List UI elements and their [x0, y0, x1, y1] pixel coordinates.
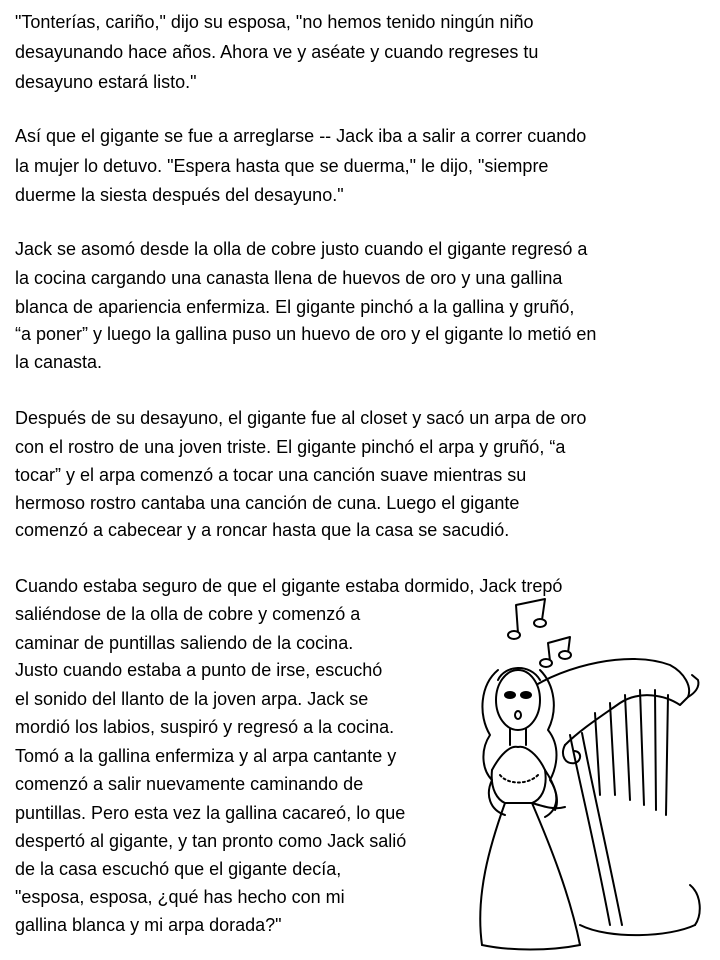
- story-line: la canasta.: [15, 352, 103, 372]
- story-line: desayuno estará listo.": [15, 72, 197, 92]
- story-line: el sonido del llanto de la joven arpa. Jack se: [15, 689, 369, 709]
- story-line: puntillas. Pero esta vez la gallina cacareó, lo que: [15, 803, 406, 823]
- story-line: con el rostro de una joven triste. El gigante pinchó el arpa y gruñó, “a: [15, 437, 566, 457]
- story-line: "Tonterías, cariño," dijo su esposa, "no hemos tenido ningún niño: [15, 12, 534, 32]
- story-line: comenzó a cabecear y a roncar hasta que la casa se sacudió.: [15, 520, 510, 540]
- story-line: comenzó a salir nuevamente caminando de: [15, 774, 364, 794]
- story-line: gallina blanca y mi arpa dorada?": [15, 915, 282, 935]
- story-line: Cuando estaba seguro de que el gigante estaba dormido, Jack trepó: [15, 576, 563, 596]
- story-line: Justo cuando estaba a punto de irse, escuchó: [15, 660, 383, 680]
- story-line: Jack se asomó desde la olla de cobre justo cuando el gigante regresó a: [15, 239, 588, 259]
- story-line: Después de su desayuno, el gigante fue al closet y sacó un arpa de oro: [15, 408, 587, 428]
- story-line: Tomó a la gallina enfermiza y al arpa cantante y: [15, 746, 397, 766]
- story-line: de la casa escuchó que el gigante decía,: [15, 859, 342, 879]
- story-line: la mujer lo detuvo. "Espera hasta que se duerma," le dijo, "siempre: [15, 156, 549, 176]
- story-line: mordió los labios, suspiró y regresó a la cocina.: [15, 717, 395, 737]
- story-line: tocar” y el arpa comenzó a tocar una canción suave mientras su: [15, 465, 527, 485]
- story-line: Así que el gigante se fue a arreglarse -- Jack iba a salir a correr cuando: [15, 126, 587, 146]
- story-line: “a poner” y luego la gallina puso un huevo de oro y el gigante lo metió en: [15, 324, 597, 344]
- story-line: despertó al gigante, y tan pronto como Jack salió: [15, 831, 407, 851]
- story-line: blanca de apariencia enfermiza. El gigante pinchó a la gallina y gruñó,: [15, 297, 575, 317]
- story-line: hermoso rostro cantaba una canción de cuna. Luego el gigante: [15, 493, 520, 513]
- music-note-icon: [540, 637, 571, 667]
- story-line: desayunando hace años. Ahora ve y aséate y cuando regreses tu: [15, 42, 539, 62]
- singing-harp-woman-illustration: [470, 595, 715, 955]
- story-line: caminar de puntillas saliendo de la cocina.: [15, 633, 354, 653]
- story-line: duerme la siesta después del desayuno.": [15, 185, 344, 205]
- story-line: "esposa, esposa, ¿qué has hecho con mi: [15, 887, 345, 907]
- music-note-icon: [508, 599, 546, 639]
- story-line: la cocina cargando una canasta llena de huevos de oro y una gallina: [15, 268, 563, 288]
- story-line: saliéndose de la olla de cobre y comenzó a: [15, 604, 361, 624]
